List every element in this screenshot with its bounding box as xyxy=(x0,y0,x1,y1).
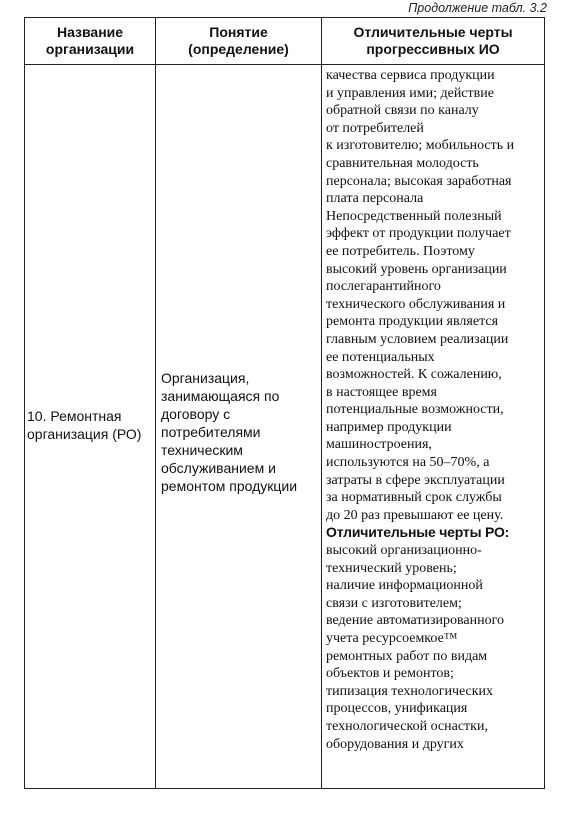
feature-text-line: машиностроения, xyxy=(326,437,432,453)
feature-text-line: послегарантийного xyxy=(326,279,441,295)
cell-definition xyxy=(156,65,322,789)
feature-text-line: потенциальные возможности, xyxy=(326,402,504,418)
feature-text-line: затраты в сфере эксплуатации xyxy=(326,472,505,488)
header-col2-line-1: Понятие xyxy=(209,24,268,40)
definition-line: занимающаяся по xyxy=(161,387,280,404)
feature-list-line: ремонтных работ по видам xyxy=(326,648,488,664)
feature-text-line: ее потребитель. Поэтому xyxy=(326,243,475,259)
cell-organization-name xyxy=(25,65,156,789)
feature-text-line: технического обслуживания и xyxy=(326,296,506,312)
feature-list-line: типизация технологических xyxy=(326,683,494,699)
feature-text-line: за нормативный срок службы xyxy=(326,490,502,506)
header-col3-line-2: прогрессивных ИО xyxy=(366,41,500,57)
feature-list-line: процессов, унификация xyxy=(326,701,468,717)
definition-line: обслуживанием и xyxy=(161,459,276,476)
definition-line: Организация, xyxy=(161,369,250,386)
feature-text-line: от потребителей xyxy=(326,120,424,136)
definition-line: техническим xyxy=(161,441,243,458)
definition-line: ремонтом продукции xyxy=(161,477,298,494)
feature-text-line: в настоящее время xyxy=(326,384,437,400)
feature-text-line: Непосредственный полезный xyxy=(326,208,502,224)
header-organization-name xyxy=(25,18,156,65)
feature-text-line: и управления ими; действие xyxy=(326,85,494,101)
table-continuation-caption: Продолжение табл. 3.2 xyxy=(408,1,547,15)
feature-text-line: качества сервиса продукции xyxy=(326,68,495,83)
feature-text-line: плата персонала xyxy=(326,191,424,207)
feature-text-line: к изготовителю; мобильность и xyxy=(326,138,515,154)
organizations-table xyxy=(24,17,545,789)
feature-text-line: главным условием реализации xyxy=(326,331,509,347)
feature-text-line: возможностей. К сожалению, xyxy=(326,367,502,383)
feature-text-line: обратной связи по каналу xyxy=(326,103,479,119)
cell-distinctive-features xyxy=(322,65,545,789)
table-row xyxy=(25,65,545,789)
feature-text-line: до 20 раз превышают ее цену. xyxy=(326,507,504,523)
feature-list-line: технический уровень; xyxy=(326,560,457,576)
header-col2-line-2: (определение) xyxy=(188,41,289,57)
feature-text-line: персонала; высокая заработная xyxy=(326,173,512,189)
definition-line: потребителями xyxy=(161,423,261,440)
feature-text-line: ее потенциальных xyxy=(326,349,435,365)
feature-text-line: ремонта продукции является xyxy=(326,314,499,330)
feature-list-line: технологической оснастки, xyxy=(326,718,488,734)
feature-list-line: ведение автоматизированного xyxy=(326,613,505,629)
feature-list-line: оборудования и других xyxy=(326,736,464,752)
header-concept-definition xyxy=(156,18,322,65)
feature-text-line: высокий уровень организации xyxy=(326,261,507,277)
features-subheading: Отличительные черты РО: xyxy=(326,524,510,541)
name-line: организация (РО) xyxy=(27,425,142,442)
name-line: 10. Ремонтная xyxy=(27,407,122,424)
header-col1-line-2: организации xyxy=(45,41,135,57)
header-col3-line-1: Отличительные черты xyxy=(353,24,513,40)
feature-list-line: связи с изготовителем; xyxy=(326,595,462,611)
header-distinctive-features xyxy=(322,18,545,65)
feature-text-line: используются на 50–70%, а xyxy=(326,455,490,471)
table-header-row xyxy=(25,18,545,65)
definition-line: договору с xyxy=(161,405,231,422)
feature-list-line: наличие информационной xyxy=(326,578,483,594)
feature-text-line: например продукции xyxy=(326,419,452,435)
feature-text-line: эффект от продукции получает xyxy=(326,226,511,242)
header-col1-line-1: Название xyxy=(56,24,124,40)
feature-text-line: сравнительная молодость xyxy=(326,155,479,171)
feature-list-line: высокий организационно- xyxy=(326,543,482,559)
feature-list-line: учета ресурсоемкое™ xyxy=(326,631,458,646)
feature-list-line: объектов и ремонтов; xyxy=(326,666,454,682)
